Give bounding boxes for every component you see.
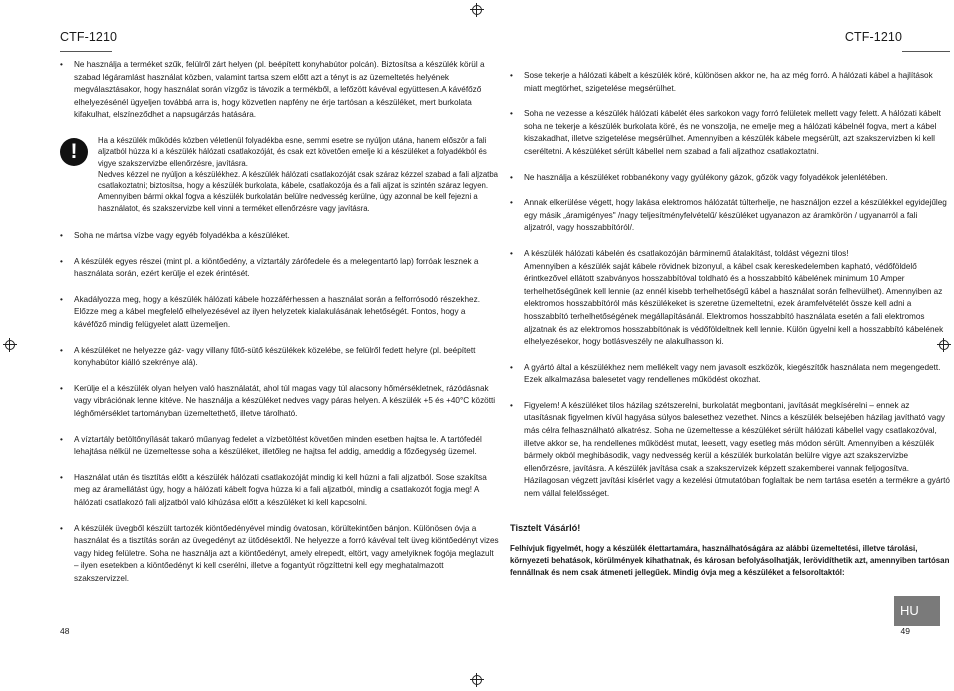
header-rule <box>902 51 950 52</box>
list-item: • A gyártó által a készülékhez nem mellékelt vagy nem javasolt eszközök, kiegészítők használata nem megengedett. Ezek alkalmazása balesetet vagy rendellenes működést okozhat. <box>510 362 950 387</box>
left-bullet-list <box>60 59 500 599</box>
list-item: • A készülék üvegből készült tartozék kiöntőedényével mindig óvatosan, körültekintően bánjon. Különösen óvja a használat és a tisztítás során az üvegedényt az ütődésektől. Ne helyezze a forró kávéval telt üveg kiöntőedényt vizes vagy hideg felületre. Soha ne használja azt a kiöntőedényt, amely elrepedt, eltört, vagy amelyiknek fogója meglazult – ilyen esetekben a kiöntőedényt ki kell cserélni, illetve a fogantyút rögzíttetni kell egy meghatalmazott szakszervizzel. <box>60 523 500 586</box>
model-label: CTF-1210 <box>60 30 118 44</box>
list-item: • Soha ne vezesse a készülék hálózati kábelét éles sarkokon vagy forró felületek mellett vagy felett. A hálózati kábelt soha ne tekerje a készülék burkolata köré, és ne vonszolja, ne emelje meg a hálózati kábelnél fogva, mert a kábel kiszakadhat, illetve szigetelése megsérülhet. Amennyiben a készülék kábele megsérült, azt szakszervizben ki kell cseréltetni. A készüléket sérült kábellel nem szabad a fali aljzathoz csatlakoztatni. <box>510 108 950 158</box>
closing-text: Felhívjuk figyelmét, hogy a készülék élettartamára, használhatóságára az alábbi üzemeltetési, illetve tárolási, környezeti behatások, körülmények kihathatnak, és károsan befolyásolhatják, lerövidíthetik azt, amennyiben tartósan fennállnak és nem csak átmeneti jellegűek. Mindig óvja meg a készüléket a felsoroltaktól: <box>510 543 950 578</box>
list-item: • Használat után és tisztítás előtt a készülék hálózati csatlakozóját mindig ki kell húzni a fali aljzatból. Sose szakítsa meg az áramellátást úgy, hogy a hálózati kábelt fogva húzza ki a fali aljzatból, mindig a csatlakozót fogja meg! A hálózati csatlakozó fali aljzatból való kihúzása előtt a készüléket ki kell kapcsolni. <box>60 472 500 510</box>
warning-block <box>60 135 500 214</box>
list-item: • Akadályozza meg, hogy a készülék hálózati kábele hozzáférhessen a használat során a felforrósodó részekhez. Előzze meg a kábel megfelelő elhelyezésével az ilyen helyzetek kialakulásának lehetőségét. Fontos, hogy a kávéfőző mindig felügyelet alatt üzemeljen. <box>60 294 500 332</box>
list-item: • A készüléket ne helyezze gáz- vagy villany fűtő-sütő készülékek közelébe, se felülről fedett helyre (pl. beépített konyhabútor kiálló szekrénye alá). <box>60 345 500 370</box>
warning-text: Ha a készülék működés közben véletlenül folyadékba esne, semmi esetre se nyúljon utána, hanem először a fali aljzatból húzza ki a készülék hálózati csatlakozóját, és csak ezt követően emelje ki a készüléket a folyadékból és vigye szakszervizbe ellenőrzésre, javításra. Nedves kézzel ne nyúljon a készülékhez. A készülék hálózati csatlakozóját csak száraz kézzel szabad a fali aljzatba csatlakoztatni; biztosítsa, hogy a készülék burkolata, kábele, csatlakozója és a fali aljzat is szintén száraz legyen. Amennyiben bármi okkal fogva a készülék burkolatán belülre nedvesség kerülne, úgy azonnal be kell fejezni a használatot, és szakszervizbe kell vinni a terméket ellenőrzésre vagy javításra. <box>98 135 499 213</box>
language-tab: HU <box>894 596 940 626</box>
list-item: • A készülék hálózati kábelén és csatlakozóján bárminemű átalakítást, toldást végezni tilos! Amennyiben a készülék saját kábele rövidnek bizonyul, a kábel csak kereskedelemben kapható, védőföldelő érintkezővel ellátott szabványos hosszabbítóval toldható és a hosszabbító kábelének minimum 10 Amper terhelhetőségűnek kell lennie (az ennél kisebb terhelhetőségű kábel a használat során felhevülhet). Amennyiben az elektromos hosszabbítóról más készülékeket is szeretne üzemeltetni, ezek áramfelvételét össze kell adni a hosszabbító terhelhetőségének megállapításánál. Elektromos hosszabbító használata esetén a fali elektromos aljzatnak és az elektromos hosszabbítónak is védőföldeltnek kell lennie. Külön ügyelni kell a hosszabbító kábelének elhelyezésekor, hogy botlásveszély ne alakulhasson ki. <box>510 248 950 349</box>
left-page <box>60 30 500 650</box>
closing-heading: Tisztelt Vásárló! <box>510 522 581 533</box>
right-page <box>510 30 950 650</box>
registration-mark-top <box>470 3 484 17</box>
list-item: • Ne használja a terméket szűk, felülről zárt helyen (pl. beépített konyhabútor polcán). Biztosítsa a készülék körül a szabad légáramlást használat közben, valamint tartsa szem előtt azt a tényt is az üzemeltetés helyének megválasztásakor, hogy használat során vízgőz is távozik a termékből, a lefőzött kávéval együttesen.A kávéfőző elhelyezésénél ügyeljen továbbá arra is, hogy közvetlen napfény ne érje tartósan a készüléket, mert burkolata kifakulhat, elszíneződhet a napsugárzás hatására. <box>60 59 500 122</box>
page-number: 48 <box>60 626 70 636</box>
registration-mark-left <box>3 338 17 352</box>
page-number: 49 <box>900 626 910 636</box>
registration-mark-bottom <box>470 673 484 687</box>
list-item: • A víztartály betöltőnyílását takaró műanyag fedelet a vízbetöltést követően minden esetben hajtsa le. A tartófedél lehajtása nélkül ne üzemeltesse soha a készüléket, illetőleg ne hajtsa fel addig, ameddig a főzőegység üzemel. <box>60 434 500 459</box>
list-item: • Sose tekerje a hálózati kábelt a készülék köré, különösen akkor ne, ha az még forró. A hálózati kábel a hajlítások miatt megtörhet, szigetelése megsérülhet. <box>510 70 950 95</box>
list-item: • Soha ne mártsa vízbe vagy egyéb folyadékba a készüléket. <box>60 230 500 243</box>
list-item: • Kerülje el a készülék olyan helyen való használatát, ahol túl magas vagy túl alacsony hőmérsékletnek, rázódásnak vagy vibrációnak lenne kitéve. Ne használja a készüléket nedves vagy páras helyen. A készülék +5 és +40°C közötti léghőmérséklet tartományban üzemeltethető, illetve tárolható. <box>60 383 500 421</box>
model-label: CTF-1210 <box>844 30 902 44</box>
list-item: • Ne használja a készüléket robbanékony vagy gyúlékony gázok, gőzök vagy folyadékok jelenlétében. <box>510 172 950 185</box>
list-item: • Annak elkerülése végett, hogy lakása elektromos hálózatát túlterhelje, ne használjon ezzel a készülékkel egyidejűleg egy másik „áramigényes" /nagy teljesítményfelvételű/ készüléket ugyanazon az áramkörön / ugyanarról a fali aljzatról, vagy hosszabbítóról/. <box>510 197 950 235</box>
list-item: • A készülék egyes részei (mint pl. a kiöntőedény, a víztartály zárófedele és a melegentartó lap) forróak lesznek a használata során, ezért kerülje el ezek érintését. <box>60 256 500 281</box>
list-item: • Figyelem! A készüléket tilos házilag szétszerelni, burkolatát megbontani, javítását megkísérelni – ennek az utasításnak figyelmen kívül hagyása súlyos balesethez vezethet. Nincs a készülék belsejében házilag javítható vagy más célra felhasználható alkatrész. Soha ne üzemeltesse a készüléket sérült hálózati kábellel vagy csatlakozóval, illetve akkor se, ha rendellenes működést mutat, leesett, vagy esetleg más módon sérült. Amennyiben a készülék bármely okból meghibásodik, vagy nedvesség kerül a készülék burkolatán belülre vigye azt szakszervizbe ellenőrzésre, javításra. A készülék javítása csak a szakszervizek képzett szakemberei vannak feljogosítva. Házilagosan végzett javítási kísérlet vagy a kezelési útmutatóban foglaltak be nem tartása esetén a termékre a gyártó nem vállal felelősséget. <box>510 400 950 501</box>
exclamation-icon: ! <box>60 138 88 166</box>
header-rule <box>60 51 112 52</box>
right-bullet-list <box>510 70 950 580</box>
